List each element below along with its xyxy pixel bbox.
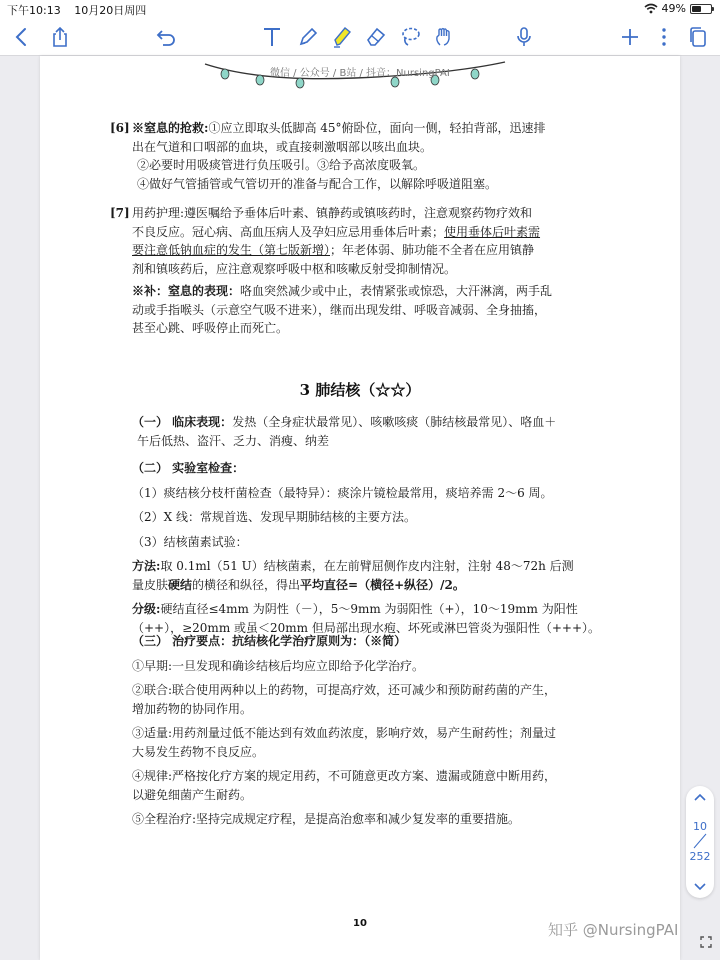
add-button[interactable] (616, 23, 644, 51)
microphone-button[interactable] (510, 23, 538, 51)
item-7: [7] 用药护理:遵医嘱给予垂体后叶素、镇静药或镇咳药时，注意观察药物疗效和 不良反应。冠心病、高血压病人及孕妇应忌用垂体后叶素；使用垂体后叶素需 要注意低钠血症的发生（第七版新增）；年老体弱、肺功能不全者在应用镇静 剂和镇咳药后，应注意观察呼吸中枢和咳嗽反射受抑制情况。 (110, 206, 541, 276)
eraser-icon (364, 25, 388, 49)
lasso-icon (398, 25, 422, 49)
back-icon (10, 25, 34, 49)
underlined-note: 使用垂体后叶素需 (444, 224, 541, 239)
hand-gesture-icon (432, 25, 456, 49)
lasso-tool-button[interactable] (396, 23, 424, 51)
document-page[interactable] (40, 56, 680, 960)
share-button[interactable] (46, 23, 74, 51)
clinical-manifestations: （一） 临床表现：发热（全身症状最常见）、咳嗽咳痰（肺结核最常见）、咯血＋ 午后低热、盗汗、乏力、消瘦、纳差 (132, 415, 557, 448)
hand-tool-button[interactable] (430, 23, 458, 51)
more-icon (652, 25, 676, 49)
back-button[interactable] (8, 23, 36, 51)
pages-button[interactable] (684, 23, 712, 51)
chevron-up-icon[interactable] (690, 788, 710, 808)
underlined-note: 要注意低钠血症的发生（第七版新增） (132, 243, 331, 257)
item-number: [6] (110, 121, 130, 135)
page-number: 10 (353, 918, 367, 929)
status-date: 10月20日周四 (74, 4, 147, 17)
pen-tool-button[interactable] (294, 23, 322, 51)
highlighter-tool-button[interactable] (328, 23, 356, 51)
toolbar (0, 18, 720, 56)
total-pages: 252 (689, 850, 711, 863)
status-time: 下午10:13 (7, 4, 61, 17)
undo-button[interactable] (152, 23, 180, 51)
current-page: 10 (693, 820, 707, 833)
header-watermark: 微信 / 公众号 / B站 / 抖音：NursingPAI (270, 68, 450, 79)
undo-icon (154, 25, 178, 49)
section-title: 3 肺结核（☆☆） (299, 381, 421, 399)
item-title: ※窒息的抢救: (132, 121, 209, 135)
pages-icon (686, 25, 710, 49)
item-number: [7] (110, 206, 130, 220)
share-icon (48, 25, 72, 49)
eraser-tool-button[interactable] (362, 23, 390, 51)
wifi-icon (644, 3, 658, 14)
status-bar (0, 0, 720, 18)
battery-fill (692, 6, 701, 12)
item-6: [6] ※窒息的抢救:①应立即取头低脚高 45°俯卧位，面向一侧，轻拍背部，迅速排 出在气道和口咽部的血块，或直接刺激咽部以咳出血块。 ②必要时用吸痰管进行负压吸引。③给予高浓度吸氧。 ④做好气管插管或气管切开的准备与配合工作，以解除呼吸道阻塞。 (110, 121, 546, 191)
supplement-asphyxia: ※补：窒息的表现：咯血突然减少或中止，表情紧张或惊恐，大汗淋漓，两手乱 动或手指喉头（示意空气吸不进来），继而出现发绀、呼吸音减弱、全身抽搐， 甚至心跳、呼吸停止而死亡。 (132, 284, 553, 335)
lab-examination: （二） 实验室检查： （1）痰结核分枝杆菌检查（最特异）：痰涂片镜检最常用，痰培养需 2～6 周。 （2）X 线：常规首选、发现早期肺结核的主要方法。 （3）结核菌素试验： 方法:取 0.1ml（51 U）结核菌素，在左前臂屈侧作皮内注射，注射 48～72h 后测 量皮肤硬结的横径和纵径，得出平均直径=（横径+纵径）/2。 分级:硬结直径≤4mm 为阴性（－），5～9mm 为弱阳性（+），10～19mm 为阳性 （++），≥20mm 或虽＜20mm 但局部出现水疱、坏死或淋巴管炎为强阳性（+++）。 (132, 461, 601, 635)
battery-icon (690, 4, 712, 14)
page-navigator (686, 786, 714, 898)
add-icon (618, 25, 642, 49)
chevron-down-icon[interactable] (690, 876, 710, 896)
highlighter-icon (330, 25, 354, 49)
treatment-principles: （三） 治疗要点：抗结核化学治疗原则为：（※简） ①早期:一旦发现和确诊结核后均应立即给予化学治疗。 ②联合:联合使用两种以上的药物，可提高疗效，还可减少和预防耐药菌的产生， 增加药物的协同作用。 ③适量:用药剂量过低不能达到有效血药浓度，影响疗效，易产生耐药性；剂量过 大易发生药物不良反应。 ④规律:严格按化疗方案的规定用药，不可随意更改方案、遗漏或随意中断用药， 以避免细菌产生耐药。 ⑤全程治疗:坚持完成规定疗程，是提高治愈率和减少复发率的重要措施。 (132, 634, 557, 826)
page-divider-icon (686, 833, 714, 849)
zhihu-watermark: 知乎 @NursingPAI (548, 921, 679, 939)
microphone-icon (512, 25, 536, 49)
more-button[interactable] (650, 23, 678, 51)
text-tool-button[interactable] (258, 23, 286, 51)
battery-percent: 49% (661, 2, 686, 15)
pen-icon (296, 25, 320, 49)
corner-resize-icon[interactable] (696, 932, 716, 952)
text-tool-icon (260, 25, 284, 49)
